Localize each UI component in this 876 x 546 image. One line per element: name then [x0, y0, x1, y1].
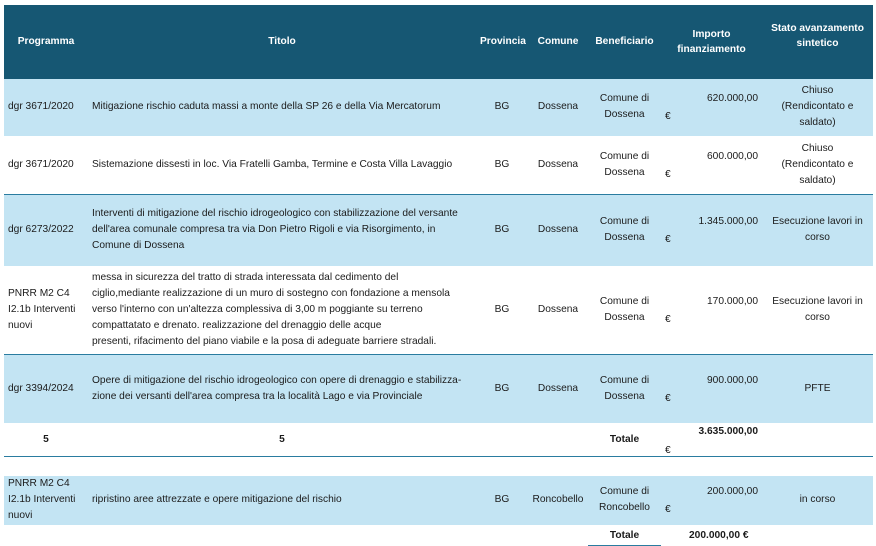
header-programma: Programma [4, 5, 88, 79]
table-row [4, 194, 873, 266]
table-row [4, 266, 873, 354]
cell-beneficiario [588, 136, 661, 194]
beneficiario-line: Dossena [604, 390, 645, 402]
beneficiario-line: Comune di [599, 296, 650, 307]
stato-line: corso [805, 312, 830, 323]
cell-titolo [88, 136, 476, 194]
titolo-line: Comune di Dossena [92, 240, 185, 251]
beneficiario-line: Roncobello [599, 502, 650, 514]
cell-beneficiario [588, 266, 661, 354]
cell-programma [4, 136, 88, 194]
table-row [4, 476, 873, 526]
stato-line: saldato) [799, 117, 836, 129]
table-row [4, 136, 873, 194]
titolo-line: dell'area comunale compresa tra via Don Pietro Rigoli e via Risorgimento, in [92, 224, 436, 235]
cell-comune: Roncobello [528, 476, 588, 526]
total-row [4, 526, 873, 546]
importo-value: 900.000,00 [707, 374, 758, 386]
euro-sign: € [665, 392, 671, 404]
cell-comune: Dossena [528, 194, 588, 266]
stato-line: PFTE [804, 382, 831, 394]
cell-programma [4, 266, 88, 354]
programma-line: dgr 3394/2024 [8, 382, 74, 394]
titolo-line: verso l'interno con un'altezza complessiva di 3,00 m poggiante su terreno [92, 304, 423, 315]
titolo-line: messa in sicurezza del tratto di strada interessata dal cedimento del [92, 272, 399, 283]
stato-line: Esecuzione lavori in [772, 296, 863, 307]
programma-line: dgr 6273/2022 [8, 224, 74, 235]
euro-sign: € [665, 111, 671, 123]
stato-line: (Rendicontato e [781, 101, 854, 113]
euro-sign: € [665, 234, 671, 245]
funding-table [4, 5, 873, 546]
titolo-line: compattatato e drenato. realizzazione del drenaggio delle acque [92, 320, 382, 331]
beneficiario-line: Dossena [604, 109, 645, 121]
header-comune: Comune [528, 5, 588, 79]
cell-comune: Dossena [528, 354, 588, 423]
importo-value: 600.000,00 [707, 151, 758, 162]
header-row [4, 5, 873, 79]
cell-stato [762, 136, 873, 194]
programma-line: I2.1b Interventi [8, 304, 76, 315]
titolo-line: Sistemazione dissesti in loc. Via Fratelli Gamba, Termine e Costa Villa Lavaggio [92, 159, 453, 170]
titolo-line: Opere di mitigazione del rischio idrogeologico con opere di drenaggio e stabilizza- [92, 374, 462, 386]
header-provincia: Provincia [476, 5, 528, 79]
cell-beneficiario [588, 79, 661, 136]
beneficiario-line: Dossena [604, 232, 645, 243]
cell-titolo [88, 266, 476, 354]
beneficiario-line: Comune di [599, 216, 650, 227]
programma-line: nuovi [8, 510, 33, 522]
cell-importo [661, 194, 762, 266]
importo-value: 620.000,00 [707, 93, 758, 105]
cell-comune: Dossena [528, 79, 588, 136]
euro-sign: € [665, 504, 671, 516]
total-label: Totale [588, 526, 661, 546]
titolo-line: Interventi di mitigazione del rischio idrogeologico con stabilizzazione del versante [92, 208, 458, 219]
cell-importo [661, 476, 762, 526]
cell-titolo [88, 354, 476, 423]
cell-titolo [88, 194, 476, 266]
euro-sign: € [665, 444, 671, 456]
cell-beneficiario [588, 354, 661, 423]
stato-line: (Rendicontato e [781, 159, 854, 170]
titolo-line: zione dei versanti dell'area compresa tra la località Lago e via Provinciale [92, 390, 423, 402]
total-count-programma: 5 [4, 423, 88, 456]
programma-line: dgr 3671/2020 [8, 159, 74, 170]
beneficiario-line: Comune di [599, 93, 650, 105]
cell-provincia: BG [476, 266, 528, 354]
beneficiario-line: Comune di [599, 374, 650, 386]
cell-stato [762, 194, 873, 266]
stato-line: saldato) [799, 175, 836, 186]
importo-value: 170.000,00 [707, 296, 758, 307]
cell-programma [4, 354, 88, 423]
importo-value: 1.345.000,00 [698, 216, 758, 227]
header-importo: Importo finanziamento [661, 5, 762, 79]
total-importo-value: 3.635.000,00 [698, 425, 758, 437]
total-importo: 200.000,00 € [661, 526, 762, 546]
total-importo [661, 423, 762, 456]
beneficiario-line: Dossena [604, 167, 645, 178]
beneficiario-line: Dossena [604, 312, 645, 323]
cell-importo [661, 79, 762, 136]
cell-provincia: BG [476, 476, 528, 526]
cell-beneficiario [588, 194, 661, 266]
cell-provincia: BG [476, 136, 528, 194]
table-row [4, 354, 873, 423]
total-label: Totale [588, 423, 661, 456]
total-count-titolo: 5 [88, 423, 476, 456]
titolo-line: ciglio,mediante realizzazione di un muro di sostegno con fondazione a mensola [92, 288, 450, 299]
programma-line: dgr 3671/2020 [8, 101, 74, 113]
cell-stato [762, 79, 873, 136]
programma-line: I2.1b Interventi [8, 494, 76, 506]
cell-provincia: BG [476, 194, 528, 266]
spacer-row [4, 456, 873, 476]
cell-importo [661, 266, 762, 354]
titolo-line: Mitigazione rischio caduta massi a monte della SP 26 e della Via Mercatorum [92, 101, 441, 113]
cell-stato [762, 476, 873, 526]
titolo-line: presenti, rifacimento del piano viabile e la posa di adeguate barriere stradali. [92, 336, 437, 347]
header-titolo: Titolo [88, 5, 476, 79]
importo-value: 200.000,00 [707, 486, 758, 498]
stato-line: Chiuso [801, 143, 834, 154]
total-row [4, 423, 873, 456]
cell-beneficiario [588, 476, 661, 526]
cell-stato [762, 266, 873, 354]
cell-comune: Dossena [528, 266, 588, 354]
stato-line: in corso [799, 494, 836, 506]
cell-programma [4, 194, 88, 266]
cell-programma [4, 476, 88, 526]
header-beneficiario: Beneficiario [588, 5, 661, 79]
table-row [4, 79, 873, 136]
euro-sign: € [665, 169, 671, 180]
programma-line: PNRR M2 C4 [8, 478, 70, 490]
beneficiario-line: Comune di [599, 151, 650, 162]
cell-provincia: BG [476, 79, 528, 136]
stato-line: Esecuzione lavori in [772, 216, 863, 227]
beneficiario-line: Comune di [599, 486, 650, 498]
cell-comune: Dossena [528, 136, 588, 194]
cell-titolo [88, 79, 476, 136]
programma-line: PNRR M2 C4 [8, 288, 70, 299]
stato-line: corso [805, 232, 830, 243]
programma-line: nuovi [8, 320, 33, 331]
header-stato: Stato avanzamento sintetico [762, 5, 873, 79]
stato-line: Chiuso [801, 85, 834, 97]
euro-sign: € [665, 314, 671, 325]
cell-stato [762, 354, 873, 423]
cell-importo [661, 136, 762, 194]
cell-provincia: BG [476, 354, 528, 423]
cell-titolo [88, 476, 476, 526]
cell-programma [4, 79, 88, 136]
cell-importo [661, 354, 762, 423]
titolo-line: ripristino aree attrezzate e opere mitigazione del rischio [92, 494, 342, 506]
